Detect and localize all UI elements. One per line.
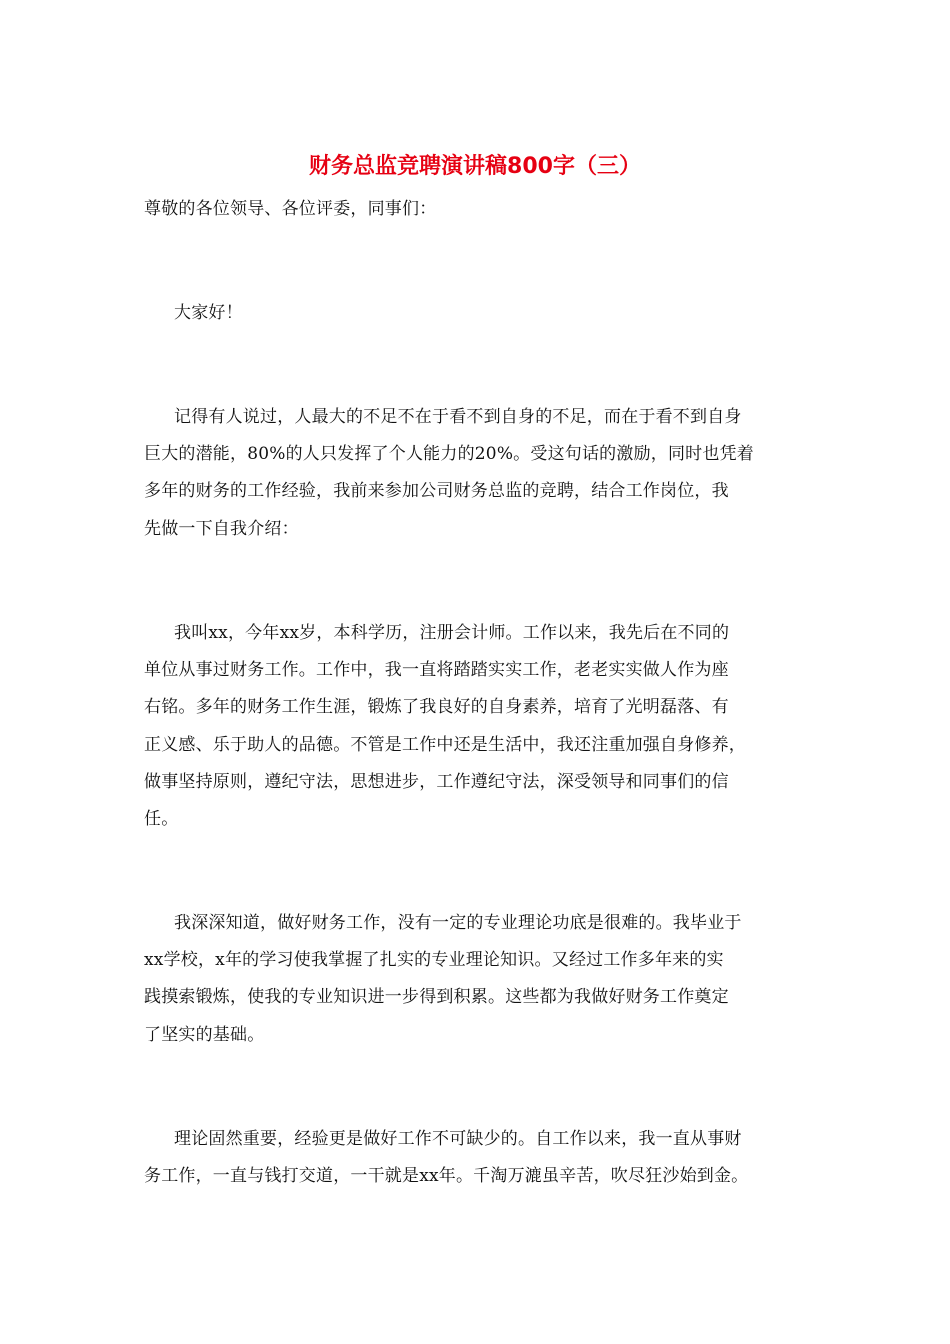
paragraph-2-line: 做事坚持原则，遵纪守法，思想进步，工作遵纪守法，深受领导和同事们的信 <box>144 772 729 792</box>
document-title: 财务总监竞聘演讲稿800字（三） <box>309 154 641 179</box>
salutation: 尊敬的各位领导、各位评委，同事们： <box>144 199 437 219</box>
paragraph-1-line: 巨大的潜能，80%的人只发挥了个人能力的20%。受这句话的激励，同时也凭着 <box>144 444 754 464</box>
paragraph-3-line: 践摸索锻炼，使我的专业知识进一步得到积累。这些都为我做好财务工作奠定 <box>144 987 729 1007</box>
paragraph-1-line: 记得有人说过，人最大的不足不在于看不到自身的不足，而在于看不到自身 <box>174 407 742 427</box>
paragraph-2-line: 任。 <box>144 809 179 829</box>
paragraph-4-line: 理论固然重要，经验更是做好工作不可缺少的。自工作以来，我一直从事财 <box>174 1129 742 1149</box>
paragraph-2-line: 我叫xx，今年xx岁，本科学历，注册会计师。工作以来，我先后在不同的 <box>174 623 730 643</box>
paragraph-2-line: 右铭。多年的财务工作生涯，锻炼了我良好的自身素养，培育了光明磊落、有 <box>144 697 729 717</box>
paragraph-3-line: xx学校，x年的学习使我掌握了扎实的专业理论知识。又经过工作多年来的实 <box>144 950 724 970</box>
paragraph-1-line: 多年的财务的工作经验，我前来参加公司财务总监的竞聘，结合工作岗位，我 <box>144 481 729 501</box>
paragraph-4-line: 务工作，一直与钱打交道，一干就是xx年。千淘万漉虽辛苦，吹尽狂沙始到金。 <box>144 1166 749 1186</box>
paragraph-2-line: 单位从事过财务工作。工作中，我一直将踏踏实实工作，老老实实做人作为座 <box>144 660 729 680</box>
paragraph-3-line: 了坚实的基础。 <box>144 1025 265 1045</box>
greeting: 大家好！ <box>174 303 243 323</box>
paragraph-1-line: 先做一下自我介绍： <box>144 519 299 539</box>
paragraph-2-line: 正义感、乐于助人的品德。不管是工作中还是生活中，我还注重加强自身修养， <box>144 735 746 755</box>
paragraph-3-line: 我深深知道，做好财务工作，没有一定的专业理论功底是很难的。我毕业于 <box>174 913 742 933</box>
